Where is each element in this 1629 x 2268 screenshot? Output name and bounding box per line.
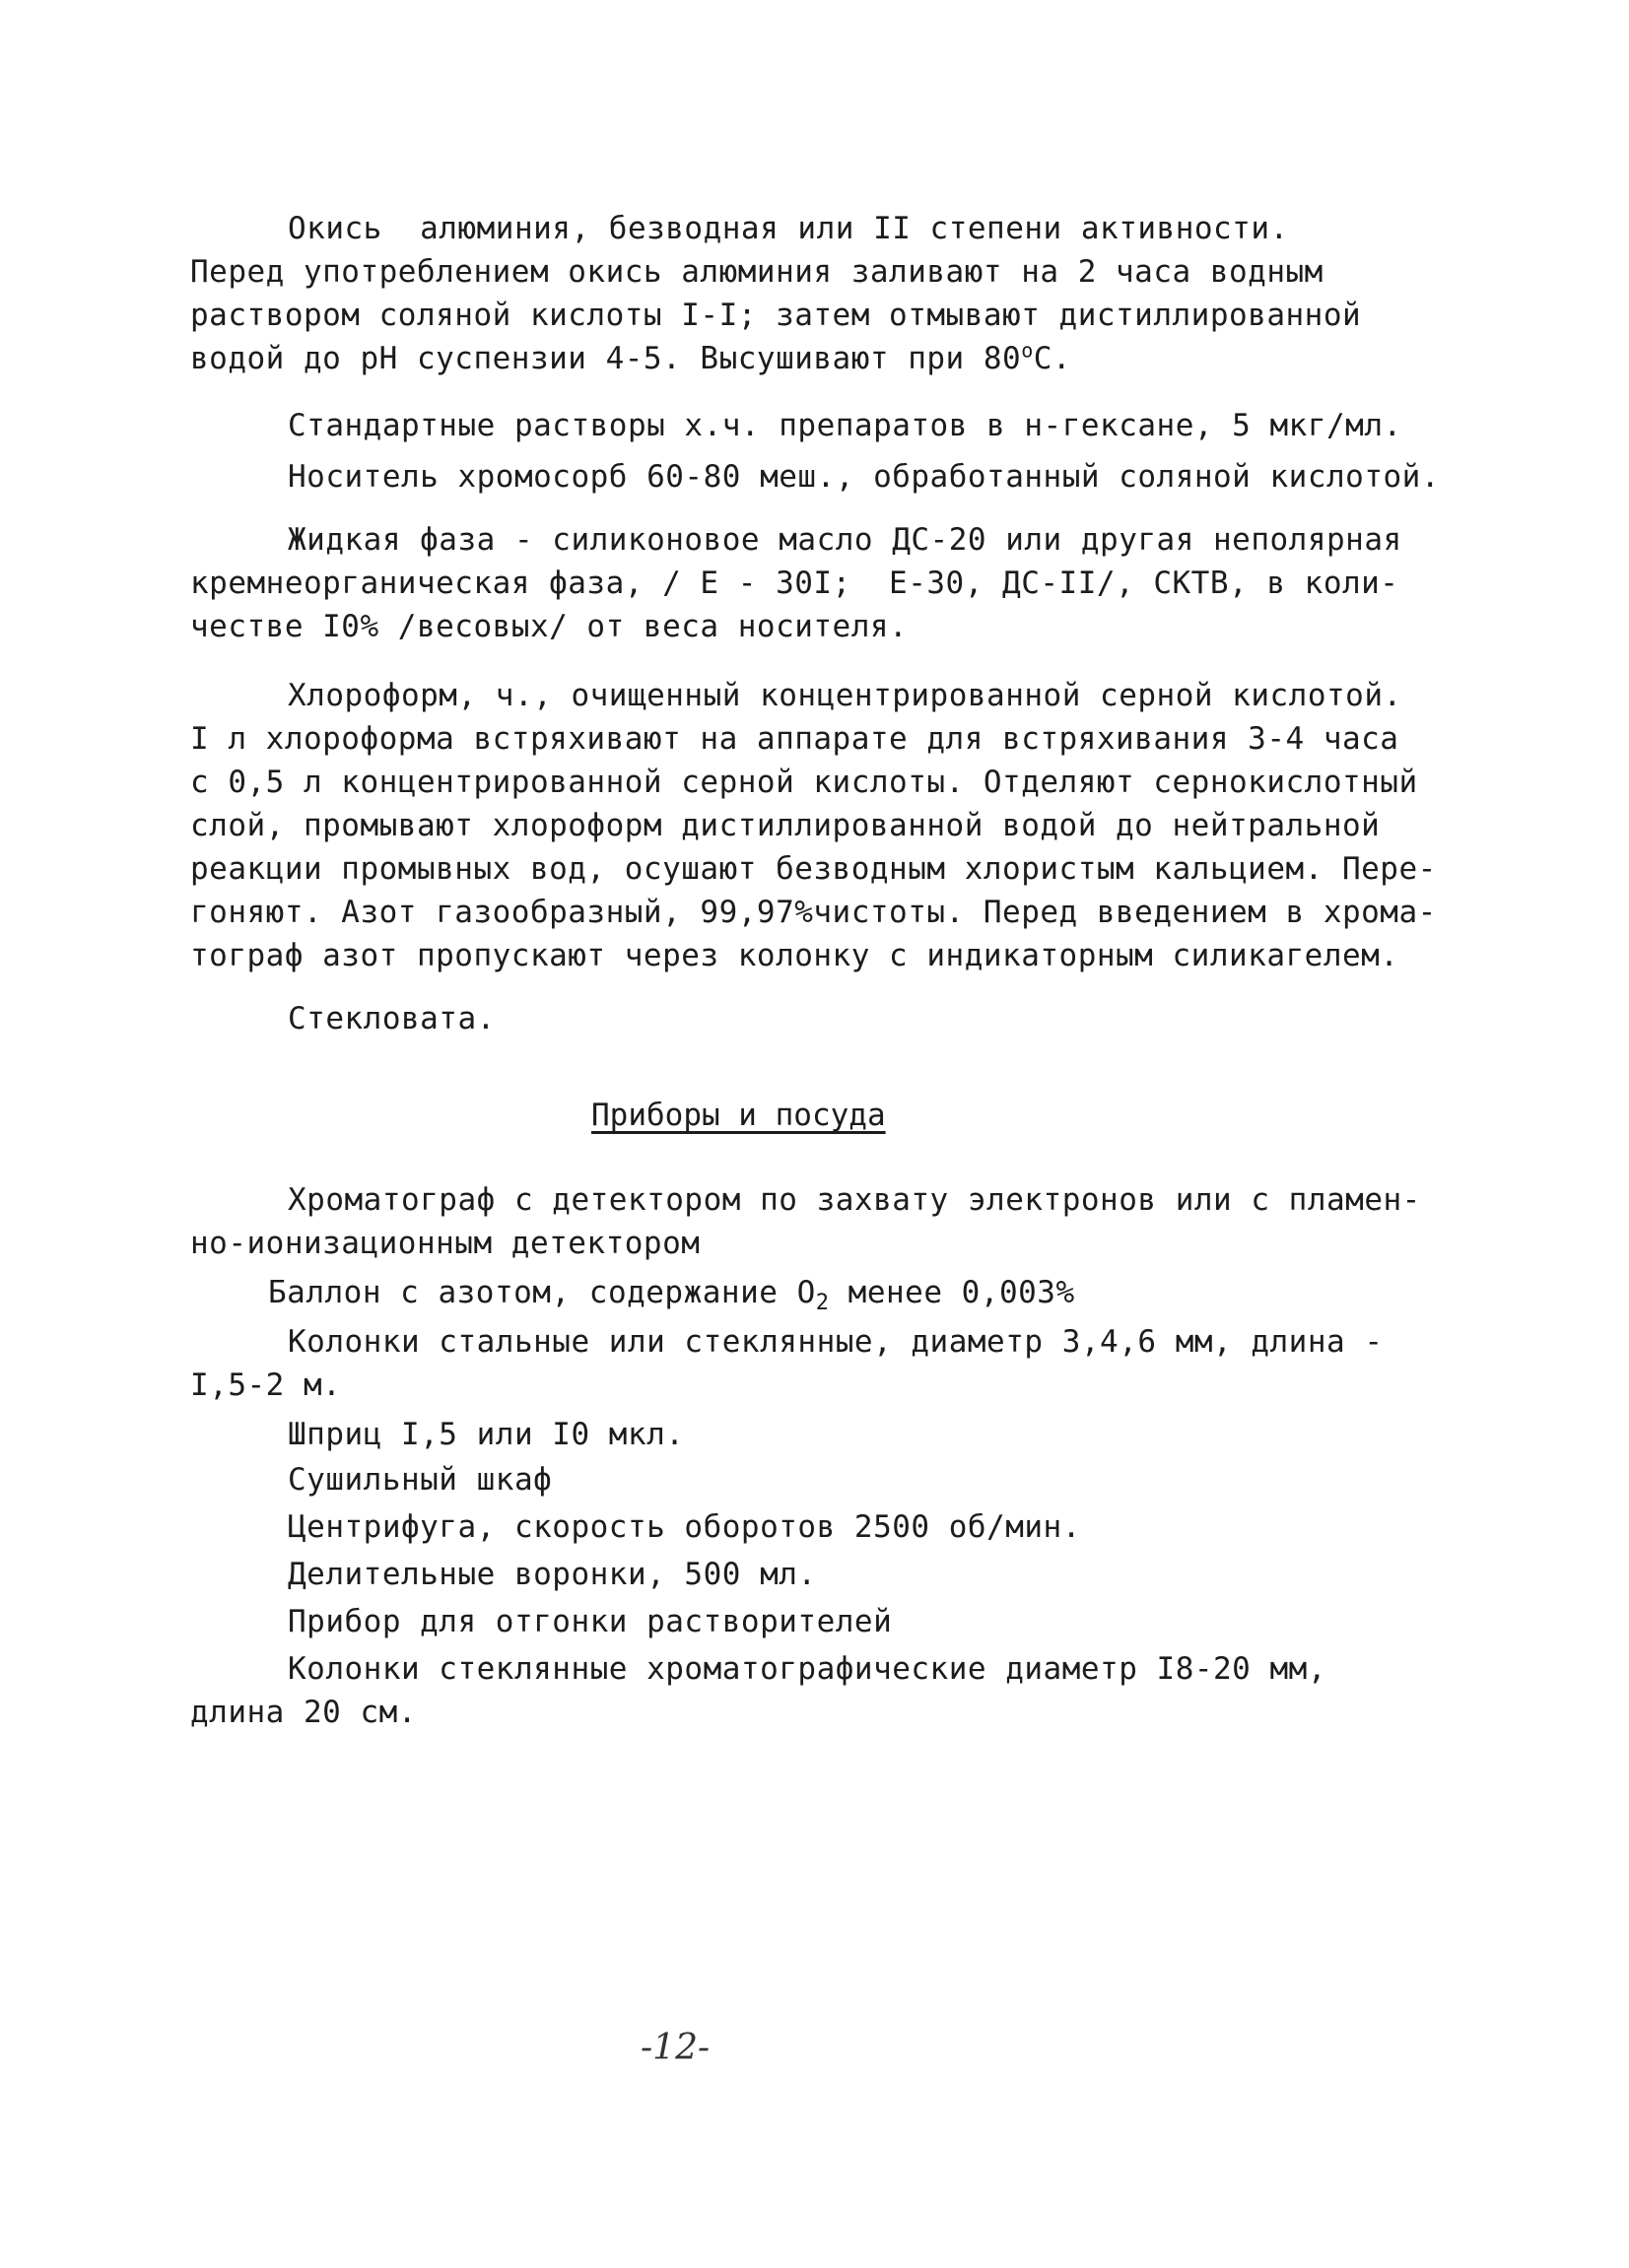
paragraph-1-line-1: Окись алюминия, безводная или II степени активности.: [288, 211, 1289, 246]
equipment-2-text: Баллон с азотом, содержание О: [268, 1275, 816, 1310]
paragraph-5-line-3: с 0,5 л концентрированной серной кислоты. Отделяют сернокислотный: [190, 765, 1418, 800]
paragraph-5-line-4: слой, промывают хлороформ дистиллированной водой до нейтральной: [190, 808, 1381, 843]
paragraph-5-line-7: тограф азот пропускают через колонку с индикаторным силикагелем.: [190, 938, 1399, 973]
paragraph-4-line-1: Жидкая фаза - силиконовое масло ДС-20 или другая неполярная: [288, 522, 1402, 558]
paragraph-1-line-4-end: С.: [1033, 341, 1072, 376]
equipment-7: Делительные воронки, 500 мл.: [288, 1557, 817, 1592]
equipment-2-end: менее 0,003%: [829, 1275, 1075, 1310]
paragraph-5-line-1: Хлороформ, ч., очищенный концентрированной серной кислотой.: [288, 678, 1402, 713]
equipment-4: Шприц I,5 или I0 мкл.: [288, 1417, 685, 1452]
paragraph-5-line-2: I л хлороформа встряхивают на аппарате для встряхивания 3-4 часа: [190, 721, 1399, 757]
equipment-2: [268, 1271, 1075, 1314]
paragraph-1-line-2: Перед употреблением окись алюминия заливают на 2 часа водным: [190, 254, 1324, 290]
paragraph-5-line-5: реакции промывных вод, осушают безводным хлористым кальцием. Пере-: [190, 851, 1437, 887]
section-heading: Приборы и посуда: [591, 1098, 886, 1133]
paragraph-6: Стекловата.: [288, 1001, 496, 1036]
paragraph-4-line-3: честве I0% /весовых/ от веса носителя.: [190, 609, 909, 644]
paragraph-4-line-2: кремнеорганическая фаза, / Е - 30I; Е-30, ДС-II/, СКТВ, в коли-: [190, 566, 1399, 601]
equipment-9-line-2: длина 20 см.: [190, 1695, 417, 1730]
paragraph-1-line-3: раствором соляной кислоты I-I; затем отмывают дистиллированной: [190, 298, 1362, 333]
degree-superscript: о: [1021, 338, 1034, 363]
equipment-8: Прибор для отгонки растворителей: [288, 1604, 893, 1639]
equipment-5: Сушильный шкаф: [288, 1462, 553, 1498]
equipment-9-line-1: Колонки стеклянные хроматографические диаметр I8-20 мм,: [288, 1651, 1326, 1687]
oxygen-subscript: 2: [815, 1291, 830, 1316]
paragraph-3: Носитель хромосорб 60-80 меш., обработанный соляной кислотой.: [288, 459, 1440, 495]
page-number: -12-: [641, 2028, 711, 2068]
paragraph-5-line-6: гоняют. Азот газообразный, 99,97%чистоты. Перед введением в хрома-: [190, 895, 1437, 930]
equipment-1-line-2: но-ионизационным детектором: [190, 1226, 701, 1261]
paragraph-1-line-4: [190, 337, 1071, 380]
equipment-1-line-1: Хроматограф с детектором по захвату электронов или с пламен-: [288, 1182, 1421, 1218]
equipment-6: Центрифуга, скорость оборотов 2500 об/мин.: [288, 1509, 1081, 1545]
equipment-3-line-2: I,5-2 м.: [190, 1367, 342, 1403]
paragraph-2: Стандартные растворы х.ч. препаратов в н-гексане, 5 мкг/мл.: [288, 408, 1402, 443]
equipment-3-line-1: Колонки стальные или стеклянные, диаметр 3,4,6 мм, длина -: [288, 1324, 1384, 1360]
paragraph-1-line-4-text: водой до рН суспензии 4-5. Высушивают при 80: [190, 341, 1022, 376]
